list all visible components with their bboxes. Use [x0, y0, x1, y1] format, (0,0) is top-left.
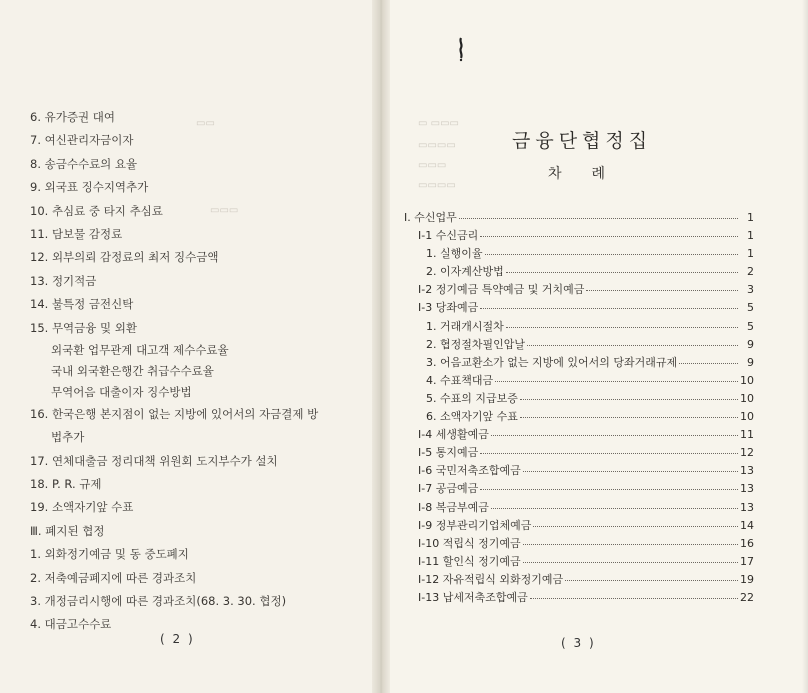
toc-entry-label: Ⅰ-6 국민저축조합예금	[418, 464, 521, 478]
list-item: 1. 외화정기예금 및 동 중도폐지	[30, 547, 189, 562]
toc-leader-dots	[480, 444, 738, 454]
list-item: 11. 담보물 감정료	[30, 226, 123, 241]
ink-mark-icon	[456, 36, 466, 62]
toc-entry-page: 16	[740, 536, 754, 550]
toc-entry	[404, 499, 754, 517]
toc-entry-page: 9	[747, 355, 754, 369]
list-item: 7. 여신관리자금이자	[30, 133, 134, 148]
toc-entry	[404, 589, 754, 607]
toc-heading: 차례	[548, 166, 636, 182]
list-item: 15. 무역금융 및 외환	[30, 320, 138, 335]
toc-entry-page: 19	[740, 572, 754, 586]
toc-entry-label: 6. 소액자기앞 수표	[426, 410, 518, 424]
toc-leader-dots	[523, 553, 738, 563]
toc-entry-label: Ⅰ-4 세생활예금	[418, 428, 489, 442]
page-edge-shadow	[802, 0, 808, 693]
toc-entry	[404, 354, 754, 372]
toc-entry	[404, 408, 754, 426]
toc-entry-label: Ⅰ-5 통지예금	[418, 446, 479, 460]
toc-leader-dots	[523, 535, 738, 545]
toc-entry-page: 10	[740, 410, 754, 424]
toc-leader-dots	[485, 245, 739, 255]
toc-entry-page: 3	[747, 283, 754, 297]
toc-leader-dots	[520, 408, 738, 418]
list-item: 12. 외부의뢰 감정료의 최저 징수금액	[30, 250, 219, 265]
toc-entry-page: 1	[747, 211, 754, 224]
list-item: 8. 송금수수료의 요율	[30, 156, 138, 171]
toc-leader-dots	[523, 462, 738, 472]
toc-leader-dots	[520, 390, 738, 400]
toc-leader-dots	[506, 318, 738, 328]
toc-entry-page: 1	[747, 247, 754, 261]
list-item: 19. 소액자기앞 수표	[30, 500, 134, 515]
bleed-through-mark: ▭ ▭▭▭	[418, 118, 459, 129]
toc-entry-page: 14	[740, 518, 754, 532]
toc-leader-dots	[491, 499, 738, 509]
toc-leader-dots	[480, 299, 738, 309]
toc-entry-label: 1. 실행이율	[426, 247, 483, 261]
toc-entry-page: 22	[740, 590, 754, 604]
section-heading: Ⅲ. 폐지된 협정	[30, 523, 105, 538]
toc-entry	[404, 372, 754, 390]
toc-entry	[404, 336, 754, 354]
toc-entry-label: 2. 협정절차필인압날	[426, 337, 525, 351]
list-item: 무역어음 대출이자 징수방법	[51, 384, 192, 399]
toc-leader-dots	[530, 589, 738, 599]
toc-entry-page: 12	[740, 446, 754, 460]
list-item: 6. 유가증권 대여	[30, 110, 115, 124]
book-title: 금융단협정집	[512, 130, 653, 152]
toc-leader-dots	[533, 517, 738, 527]
bleed-through-mark: ▭▭▭▭	[418, 180, 456, 191]
toc-entry-label: Ⅰ. 수신업무	[404, 211, 457, 224]
toc-entry	[404, 462, 754, 480]
toc-entry-page: 5	[747, 301, 754, 315]
toc-entry-page: 10	[740, 373, 754, 387]
right-page-number: ( 3 )	[561, 636, 596, 650]
toc-entry-label: 4. 수표책대금	[426, 373, 494, 387]
toc-leader-dots	[679, 354, 738, 364]
list-item: 9. 외국표 징수지역추가	[30, 180, 149, 195]
list-item: 법추가	[51, 430, 85, 445]
table-of-contents	[404, 209, 754, 607]
toc-leader-dots	[565, 571, 738, 581]
toc-entry-label: Ⅰ-2 정기예금 특약예금 및 거치예금	[418, 283, 585, 297]
toc-leader-dots	[586, 281, 738, 291]
toc-entry-page: 13	[740, 500, 754, 514]
toc-entry	[404, 426, 754, 444]
toc-entry-label: 3. 어음교환소가 없는 지방에 있어서의 당좌거래규제	[426, 355, 678, 369]
toc-entry	[404, 571, 754, 589]
toc-entry	[404, 517, 754, 535]
toc-entry	[404, 535, 754, 553]
toc-entry-label: Ⅰ-12 자유적립식 외화정기예금	[418, 572, 564, 586]
list-item: 16. 한국은행 본지점이 없는 지방에 있어서의 자금결제 방	[30, 406, 319, 421]
toc-entry-label: Ⅰ-11 할인식 정기예금	[418, 554, 521, 568]
toc-entry-page: 17	[740, 554, 754, 568]
toc-entry-label: 5. 수표의 지급보증	[426, 391, 518, 405]
toc-leader-dots	[480, 227, 738, 237]
toc-entry-label: 2. 이자계산방법	[426, 265, 504, 279]
toc-entry	[404, 209, 754, 227]
toc-entry	[404, 553, 754, 571]
toc-entry	[404, 444, 754, 462]
list-item: 18. P. R. 규제	[30, 477, 102, 492]
toc-entry-page: 11	[740, 428, 754, 442]
toc-entry-page: 1	[747, 229, 754, 243]
list-item: 외국환 업무관계 대고객 제수수료율	[51, 342, 229, 357]
list-item: 14. 불특정 금전신탁	[30, 297, 134, 312]
toc-entry-label: Ⅰ-13 납세저축조합예금	[418, 590, 528, 604]
toc-entry-label: Ⅰ-10 적립식 정기예금	[418, 536, 521, 550]
toc-entry-page: 9	[747, 337, 754, 351]
toc-entry	[404, 390, 754, 408]
list-item: 10. 추심료 중 타지 추심료	[30, 203, 163, 218]
toc-entry	[404, 263, 754, 281]
list-item: 17. 연체대출금 정리대책 위원회 도지부수가 설치	[30, 453, 278, 468]
toc-entry	[404, 318, 754, 336]
bleed-through-mark: ▭▭▭	[210, 205, 239, 216]
toc-entry	[404, 281, 754, 299]
left-page-list	[30, 106, 370, 637]
toc-entry-label: Ⅰ-9 정부관리기업체예금	[418, 518, 532, 532]
toc-entry-page: 5	[747, 319, 754, 333]
left-page-number: ( 2 )	[160, 632, 195, 646]
toc-entry	[404, 299, 754, 317]
list-item: 3. 개정금리시행에 따른 경과조치(68. 3. 30. 협정)	[30, 594, 287, 609]
toc-entry	[404, 227, 754, 245]
list-item: 2. 저축예금폐지에 따른 경과조치	[30, 570, 197, 585]
list-item: 4. 대금고수수료	[30, 617, 112, 632]
toc-entry-page: 13	[740, 482, 754, 496]
toc-entry	[404, 245, 754, 263]
toc-entry-label: Ⅰ-7 공금예금	[418, 482, 479, 496]
toc-entry-label: Ⅰ-1 수신금리	[418, 229, 479, 243]
bleed-through-mark: ▭▭	[196, 118, 215, 129]
toc-entry-page: 10	[740, 391, 754, 405]
toc-leader-dots	[506, 263, 738, 273]
toc-entry-label: 1. 거래개시절차	[426, 319, 504, 333]
toc-entry-page: 13	[740, 464, 754, 478]
toc-entry	[404, 480, 754, 498]
toc-entry-label: Ⅰ-3 당좌예금	[418, 301, 479, 315]
toc-leader-dots	[495, 372, 738, 382]
bleed-through-mark: ▭▭▭▭	[418, 140, 456, 151]
toc-leader-dots	[491, 426, 738, 436]
list-item: 국내 외국환은행간 취급수수료율	[51, 363, 214, 378]
toc-leader-dots	[480, 480, 738, 490]
bleed-through-mark: ▭▭▭	[418, 160, 447, 171]
toc-entry-label: Ⅰ-8 복금부예금	[418, 500, 489, 514]
toc-leader-dots	[527, 336, 738, 346]
toc-entry-page: 2	[747, 265, 754, 279]
toc-leader-dots	[459, 209, 738, 219]
list-item: 13. 정기적금	[30, 273, 97, 288]
book-gutter	[372, 0, 390, 693]
